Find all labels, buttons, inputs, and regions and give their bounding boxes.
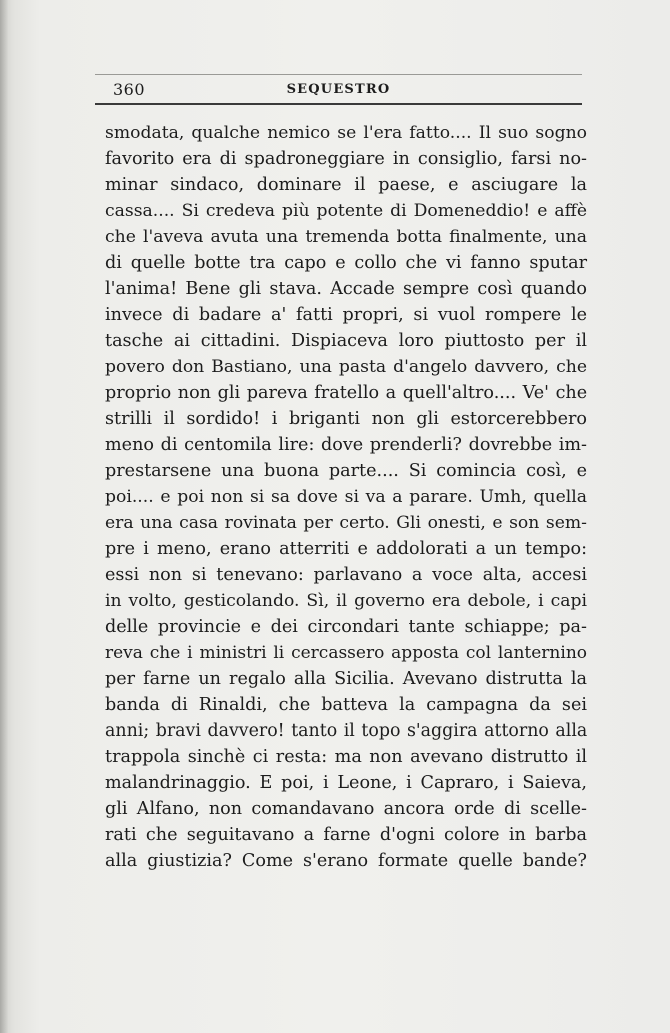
- text-line: in volto, gesticolando. Sì, il governo era debole, i capi: [105, 591, 587, 611]
- text-line: di quelle botte tra capo e collo che vi fanno sputar: [105, 253, 587, 273]
- text-line: invece di badare a' fatti propri, si vuol rompere le: [105, 305, 587, 325]
- text-line: essi non si tenevano: parlavano a voce alta, accesi: [105, 565, 587, 585]
- text-line: smodata, qualche nemico se l'era fatto.... Il suo sogno: [105, 123, 587, 143]
- text-line: poi.... e poi non si sa dove si va a parare. Umh, quella: [105, 487, 587, 507]
- text-line: pre i meno, erano atterriti e addolorati a un tempo:: [105, 539, 587, 559]
- text-line: cassa.... Si credeva più potente di Domeneddio! e affè: [105, 201, 587, 221]
- page-header: [95, 76, 582, 100]
- text-line: reva che i ministri li cercassero apposta col lanternino: [105, 643, 587, 663]
- text-line: tasche ai cittadini. Dispiaceva loro piuttosto per il: [105, 331, 587, 351]
- body-text: [105, 120, 587, 874]
- text-line: proprio non gli pareva fratello a quell'altro.... Ve' che: [105, 383, 588, 403]
- page-number: 360: [113, 80, 146, 99]
- text-line: favorito era di spadroneggiare in consiglio, farsi no-: [105, 149, 587, 169]
- text-line: meno di centomila lire: dove prenderli? dovrebbe im-: [105, 435, 587, 455]
- page-gutter: [0, 0, 8, 1033]
- text-line: povero don Bastiano, una pasta d'angelo davvero, che: [105, 357, 587, 377]
- text-line: minar sindaco, dominare il paese, e asciugare la: [105, 175, 587, 195]
- text-line: banda di Rinaldi, che batteva la campagna da sei: [105, 695, 587, 715]
- running-head: SEQUESTRO: [286, 82, 391, 97]
- text-line: per farne un regalo alla Sicilia. Avevano distrutta la: [105, 669, 587, 689]
- header-top-rule: [95, 74, 582, 75]
- header-rule: [95, 103, 582, 105]
- text-line: alla giustizia? Come s'erano formate quelle bande?: [105, 851, 587, 871]
- text-line: rati che seguitavano a farne d'ogni colore in barba: [105, 825, 587, 845]
- text-line: prestarsene una buona parte.... Si comincia così, e: [105, 461, 587, 481]
- text-line: anni; bravi davvero! tanto il topo s'aggira attorno alla: [105, 721, 588, 741]
- text-line: strilli il sordido! i briganti non gli estorcerebbero: [105, 409, 587, 429]
- text-line: trappola sinchè ci resta: ma non avevano distrutto il: [105, 747, 587, 767]
- text-line: l'anima! Bene gli stava. Accade sempre così quando: [105, 279, 587, 299]
- text-line: gli Alfano, non comandavano ancora orde di scelle-: [105, 799, 587, 819]
- text-line: delle provincie e dei circondari tante schiappe; pa-: [105, 617, 587, 637]
- text-line: era una casa rovinata per certo. Gli onesti, e son sem-: [105, 513, 587, 533]
- text-line: malandrinaggio. E poi, i Leone, i Capraro, i Saieva,: [105, 773, 587, 793]
- text-line: che l'aveva avuta una tremenda botta finalmente, una: [105, 227, 587, 247]
